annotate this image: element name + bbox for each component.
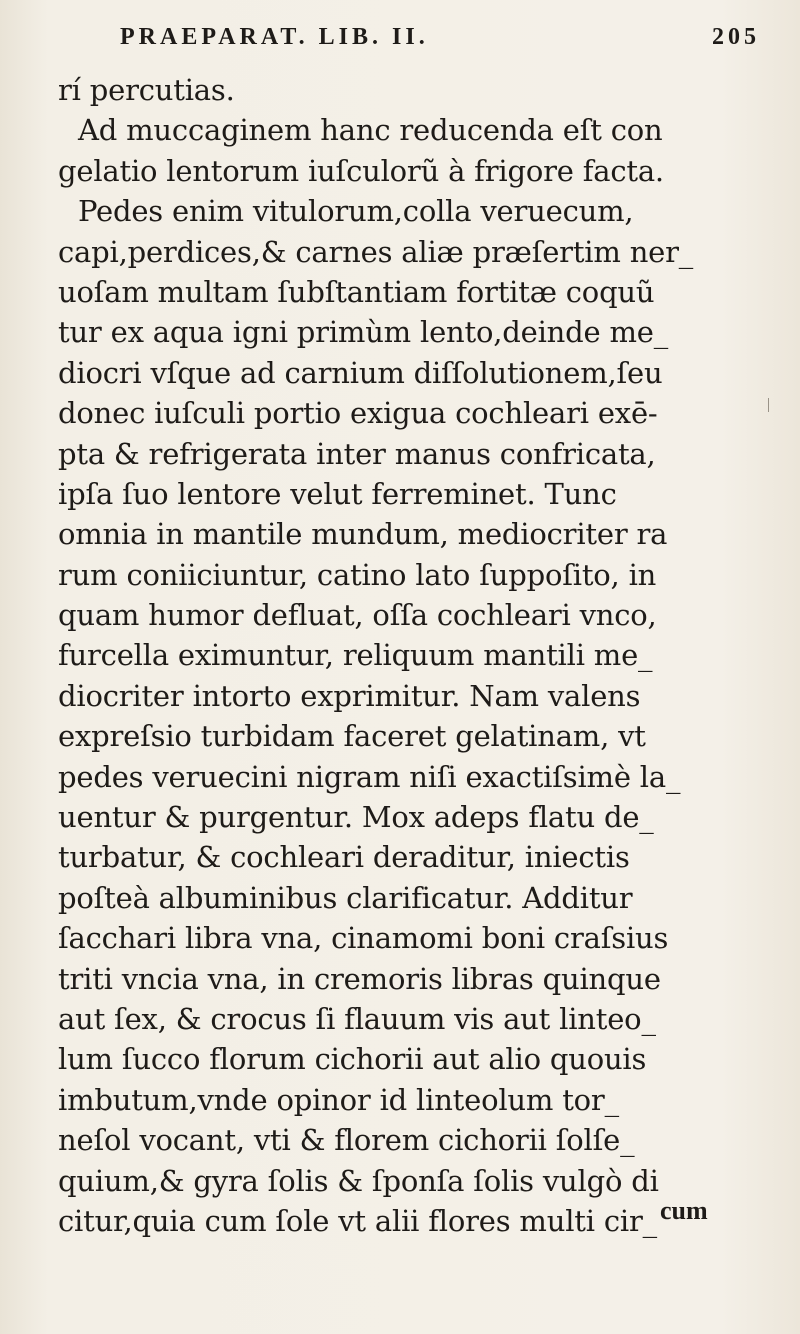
running-title: PRAEPARAT. LIB. II.: [120, 24, 429, 50]
text-line: rum coniiciuntur, catino lato ſuppoſito, in: [58, 557, 657, 592]
text-line: pta & refrigerata inter manus confricata,: [58, 436, 656, 471]
text-line: expreſsio turbidam faceret gelatinam, vt: [58, 719, 646, 754]
text-line: imbutum,vnde opinor id linteolum tor_: [58, 1082, 619, 1117]
page-number: 205: [712, 24, 760, 50]
text-line: poſteà albuminibus clarificatur. Additur: [58, 880, 633, 915]
text-line: diocriter intorto exprimitur. Nam valens: [58, 678, 641, 713]
text-line: rí percutias.: [58, 73, 235, 107]
text-line: uentur & purgentur. Mox adeps flatu de_: [58, 800, 654, 835]
text-line: donec iuſculi portio exigua cochleari exē-: [58, 396, 658, 431]
text-line: ipſa ſuo lentore velut ferreminet. Tunc: [58, 476, 617, 511]
text-line: turbatur, & cochleari deraditur, iniectis: [58, 840, 630, 875]
text-line: gelatio lentorum iuſculorũ à frigore facta.: [58, 153, 664, 188]
catchword: cum: [660, 1196, 708, 1225]
text-line: neſol vocant, vti & florem cichorii ſolſe_: [58, 1123, 635, 1158]
text-line: tur ex aqua igni primùm lento,deinde me_: [58, 315, 669, 350]
text-line: citur,quia cum ſole vt alii flores multi cir_: [58, 1203, 657, 1238]
text-line: quium,& gyra ſolis & ſponſa ſolis vulgò di: [58, 1163, 659, 1198]
text-line: Pedes enim vitulorum,colla veruecum,: [78, 194, 634, 229]
text-line: aut ſex, & crocus ſi flauum vis aut linteo_: [58, 1001, 656, 1036]
text-line: capi,perdices,& carnes aliæ præſertim ner_: [58, 234, 694, 269]
margin-tick: [768, 398, 769, 412]
page-header: [120, 24, 760, 64]
text-line: uoſam multam ſubſtantiam fortitæ coquũ: [58, 274, 655, 309]
text-line: lum ſucco florum cichorii aut alio quouis: [58, 1042, 647, 1077]
text-line: furcella eximuntur, reliquum mantili me_: [58, 638, 653, 673]
text-line: pedes veruecini nigram niſi exactiſsimè la_: [58, 759, 681, 794]
text-line: triti vncia vna, in cremoris libras quinque: [58, 961, 661, 996]
text-line: quam humor defluat, oſſa cochleari vnco,: [58, 598, 657, 633]
text-line: Ad muccaginem hanc reducenda eſt con: [78, 113, 663, 148]
body-text: [58, 70, 758, 1241]
text-line: ſacchari libra vna, cinamomi boni craſsius: [58, 921, 669, 956]
text-line: omnia in mantile mundum, mediocriter ra: [58, 517, 668, 552]
text-line: diocri vſque ad carnium diſſolutionem,ſeu: [58, 355, 663, 390]
